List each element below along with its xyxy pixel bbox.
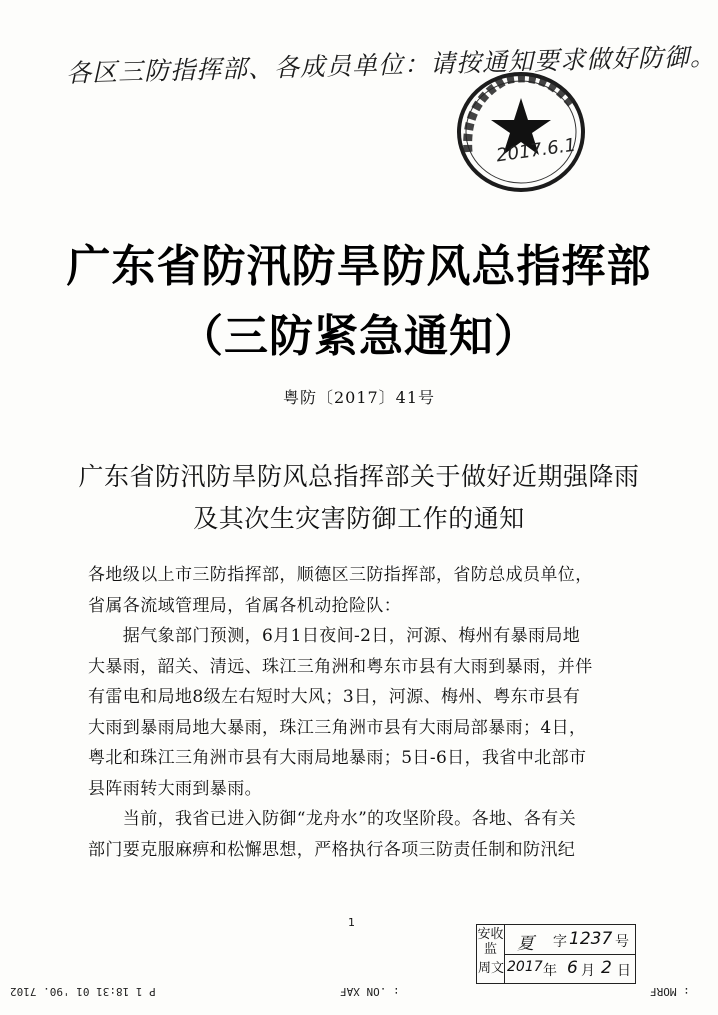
receipt-label-bottom: 周文 — [477, 961, 504, 976]
receipt-yue: 月 — [581, 963, 595, 979]
body-line: 有雷电和局地8级左右短时大风；3日，河源、梅州、粤东市县有 — [88, 687, 581, 707]
receipt-hao: 号 — [615, 934, 629, 950]
body-line: 粤北和珠江三角洲市县有大雨局地暴雨；5日-6日，我省中北部市 — [88, 748, 587, 768]
document-subtitle: （三防紧急通知） — [179, 311, 539, 362]
body-line: 当前，我省已进入防御“龙舟水”的攻坚阶段。各地、各有关 — [88, 809, 576, 829]
handwritten-instruction: 各区三防指挥部、各成员单位：请按通知要求做好防御。 — [65, 41, 717, 88]
receipt-label-top: 安收监 — [477, 925, 505, 983]
notice-heading-line-2: 及其次生灾害防御工作的通知 — [193, 504, 525, 533]
official-seal-icon — [446, 62, 596, 202]
fax-header-strip — [0, 985, 718, 1005]
receipt-number: 1237 — [569, 929, 613, 949]
body-line: 部门要克服麻痹和松懈思想，严格执行各项三防责任制和防汛纪 — [88, 839, 576, 860]
receipt-day: 2 — [601, 958, 612, 978]
body-line: 各地级以上市三防指挥部，顺德区三防指挥部，省防总成员单位， — [88, 565, 593, 585]
receipt-number-row — [505, 925, 635, 955]
notice-heading-line-1: 广东省防汛防旱防风总指挥部关于做好近期强降雨 — [78, 462, 640, 491]
receipt-stamp — [476, 924, 636, 984]
body-line: 大雨到暴雨局地大暴雨，珠江三角洲市县有大雨局部暴雨；4日， — [88, 717, 587, 738]
receipt-date-row — [505, 954, 635, 983]
document-number: 粤防〔2017〕41号 — [282, 388, 436, 407]
notice-body — [88, 560, 663, 865]
receipt-ri: 日 — [617, 963, 631, 979]
body-line: 县阵雨转大雨到暴雨。 — [88, 778, 262, 799]
fax-number-label: : .ON XAF — [340, 985, 400, 998]
receipt-month: 6 — [567, 958, 578, 978]
fax-from-label: : MORF — [650, 985, 690, 998]
page-number: 1 — [348, 916, 355, 929]
receipt-prefix: 夏 — [517, 934, 534, 954]
body-line: 据气象部门预测，6月1日夜间-2日，河源、梅州有暴雨局地 — [88, 626, 581, 646]
handwritten-date: 2017.6.1 — [494, 134, 578, 167]
body-line: 大暴雨，韶关、清远、珠江三角洲和粤东市县有大雨到暴雨，并伴 — [88, 656, 593, 677]
fax-time-stamp: P 1 18:31 01 '90. 7102 — [10, 985, 156, 998]
receipt-year: 2017 — [507, 959, 543, 975]
receipt-zi: 字 — [553, 934, 567, 950]
receipt-nian: 年 — [543, 963, 557, 979]
body-line: 省属各流域管理局，省属各机动抢险队： — [88, 595, 402, 616]
document-title: 广东省防汛防旱防风总指挥部 — [66, 241, 652, 292]
